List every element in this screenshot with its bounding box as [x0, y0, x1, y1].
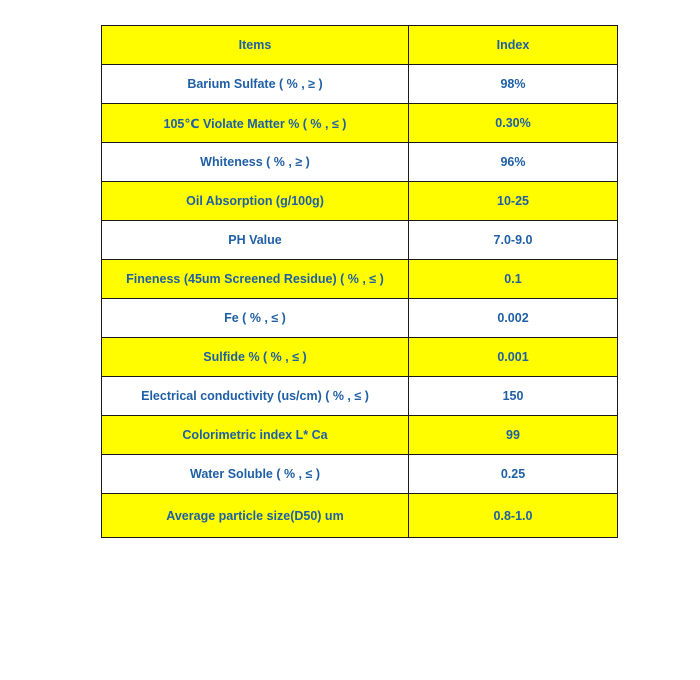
row-item: Whiteness ( % , ≥ ) — [102, 143, 409, 182]
table-header-row — [102, 26, 618, 65]
table-row — [102, 260, 618, 299]
table-row — [102, 494, 618, 538]
spec-table — [101, 25, 618, 538]
table-row — [102, 377, 618, 416]
row-item: Barium Sulfate ( % , ≥ ) — [102, 65, 409, 104]
table-row — [102, 221, 618, 260]
table-row — [102, 455, 618, 494]
row-item: Fe ( % , ≤ ) — [102, 299, 409, 338]
row-item: PH Value — [102, 221, 409, 260]
row-index: 0.25 — [409, 455, 618, 494]
row-item: Water Soluble ( % , ≤ ) — [102, 455, 409, 494]
header-items: Items — [102, 26, 409, 65]
row-index: 0.002 — [409, 299, 618, 338]
row-index: 150 — [409, 377, 618, 416]
row-item: Oil Absorption (g/100g) — [102, 182, 409, 221]
row-item: Fineness (45um Screened Residue) ( % , ≤ ) — [102, 260, 409, 299]
table-row — [102, 182, 618, 221]
row-index: 96% — [409, 143, 618, 182]
table-row — [102, 104, 618, 143]
table-row — [102, 338, 618, 377]
row-index: 99 — [409, 416, 618, 455]
row-index: 7.0-9.0 — [409, 221, 618, 260]
row-item: Sulfide % ( % , ≤ ) — [102, 338, 409, 377]
row-index: 0.001 — [409, 338, 618, 377]
row-item: Colorimetric index L* Ca — [102, 416, 409, 455]
row-index: 98% — [409, 65, 618, 104]
row-item: 105℃ Violate Matter % ( % , ≤ ) — [102, 104, 409, 143]
table-row — [102, 416, 618, 455]
table-row — [102, 65, 618, 104]
row-item: Average particle size(D50) um — [102, 494, 409, 538]
row-index: 10-25 — [409, 182, 618, 221]
row-index: 0.1 — [409, 260, 618, 299]
header-index: Index — [409, 26, 618, 65]
table-row — [102, 143, 618, 182]
row-index: 0.30% — [409, 104, 618, 143]
row-index: 0.8-1.0 — [409, 494, 618, 538]
row-item: Electrical conductivity (us/cm) ( % , ≤ ) — [102, 377, 409, 416]
table-row — [102, 299, 618, 338]
